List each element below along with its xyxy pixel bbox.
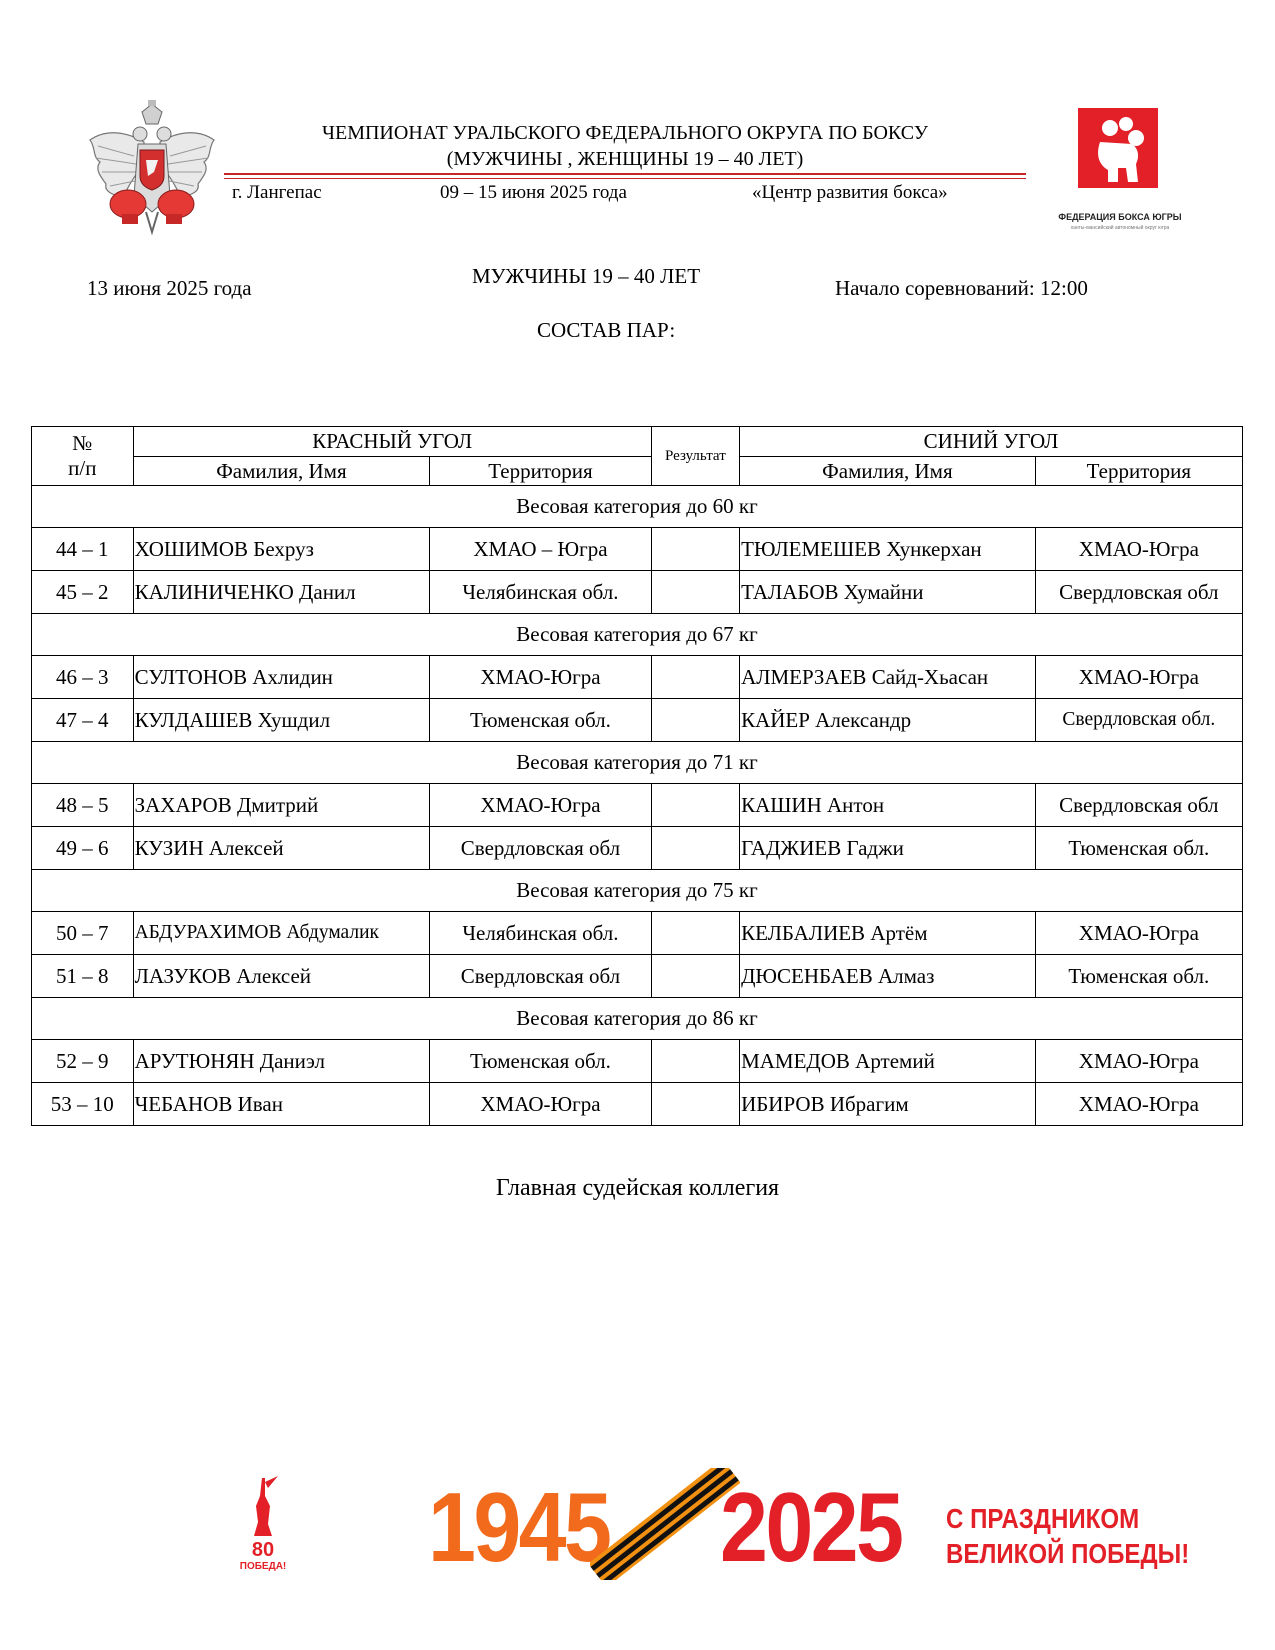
blue-boxer-territory: ХМАО-Югра [1035,1083,1242,1126]
red-boxer-name: ЧЕБАНОВ Иван [133,1083,430,1126]
bout-number: 51 – 8 [32,955,134,998]
start-time: Начало соревнований: 12:00 [835,276,1088,300]
year-1945: 1945 [428,1472,610,1582]
table-row [32,571,1243,614]
bout-number: 48 – 5 [32,784,134,827]
red-corner-header: КРАСНЫЙ УГОЛ [133,427,651,457]
blue-boxer-territory: ХМАО-Югра [1035,912,1242,955]
logo-text: ПОБЕДА! [239,1561,287,1572]
weight-category: Весовая категория до 60 кг [32,486,1243,528]
weight-category-row [32,486,1243,528]
victory-80-logo [238,1476,288,1572]
bout-number: 50 – 7 [32,912,134,955]
red-boxer-name: СУЛТОНОВ Ахлидин [133,656,430,699]
blue-boxer-name: КЕЛБАЛИЕВ Артём [740,912,1036,955]
weight-category: Весовая категория до 71 кг [32,742,1243,784]
blue-boxer-name: ИБИРОВ Ибрагим [740,1083,1036,1126]
blue-boxer-name: МАМЕДОВ Артемий [740,1040,1036,1083]
blue-boxer-territory: Свердловская обл [1035,571,1242,614]
greeting-line2: ВЕЛИКОЙ ПОБЕДЫ! [946,1538,1190,1569]
blue-boxer-name: ТЮЛЕМЕШЕВ Хункерхан [740,528,1036,571]
competition-date: 13 июня 2025 года [87,276,252,300]
column-number-label: № [72,431,93,455]
age-category: МУЖЧИНЫ 19 – 40 ЛЕТ [472,264,701,288]
red-boxer-territory: Свердловская обл [430,955,651,998]
red-boxer-territory: Челябинская обл. [430,571,651,614]
blue-boxer-name: ДЮСЕНБАЕВ Алмаз [740,955,1036,998]
column-number-sublabel: п/п [68,456,97,480]
coat-of-arms-logo [84,100,220,240]
red-boxer-territory: ХМАО – Югра [430,528,651,571]
bout-number: 53 – 10 [32,1083,134,1126]
logo-number: 80 [251,1539,275,1561]
event-city: г. Лангепас [232,182,322,203]
red-boxer-territory: Тюменская обл. [430,699,651,742]
bout-number: 46 – 3 [32,656,134,699]
blue-boxer-territory: ХМАО-Югра [1035,528,1242,571]
blue-territory-header: Территория [1035,457,1242,486]
weight-category-row [32,998,1243,1040]
table-row [32,1083,1243,1126]
table-row [32,699,1243,742]
table-header-row [32,427,1243,457]
championship-title: ЧЕМПИОНАТ УРАЛЬСКОГО ФЕДЕРАЛЬНОГО ОКРУГА ПО БОКСУ [321,122,928,144]
blue-boxer-territory: Тюменская обл. [1035,827,1242,870]
federation-name: ФЕДЕРАЦИЯ БОКСА ЮГРЫ [1058,212,1182,222]
table-row [32,656,1243,699]
event-dates: 09 – 15 июня 2025 года [440,182,627,203]
blue-name-header: Фамилия, Имя [740,457,1036,486]
blue-boxer-territory: ХМАО-Югра [1035,656,1242,699]
column-number-header [32,427,134,486]
table-row [32,827,1243,870]
red-boxer-territory: Челябинская обл. [430,912,651,955]
boxing-federation-logo [1078,108,1158,188]
bout-result [651,1040,739,1083]
blue-corner-header: СИНИЙ УГОЛ [740,427,1243,457]
bout-result [651,1083,739,1126]
weight-category-row [32,614,1243,656]
header-divider-thin [224,178,1026,179]
red-boxer-name: КУЗИН Алексей [133,827,430,870]
table-row [32,955,1243,998]
bout-result [651,784,739,827]
weight-category-row [32,870,1243,912]
blue-boxer-territory: ХМАО-Югра [1035,1040,1242,1083]
table-row [32,1040,1243,1083]
bout-result [651,528,739,571]
red-boxer-territory: ХМАО-Югра [430,656,651,699]
red-boxer-territory: Тюменская обл. [430,1040,651,1083]
red-boxer-name: КУЛДАШЕВ Хушдил [133,699,430,742]
blue-boxer-name: ТАЛАБОВ Хумайни [740,571,1036,614]
federation-subtitle: ханты-мансийский автономный округ югра [1070,225,1170,231]
red-boxer-name: ЗАХАРОВ Дмитрий [133,784,430,827]
year-2025: 2025 [720,1472,902,1582]
bout-result [651,827,739,870]
blue-boxer-territory: Свердловская обл. [1035,699,1242,742]
bout-result [651,955,739,998]
blue-boxer-territory: Свердловская обл [1035,784,1242,827]
header-divider [224,173,1026,175]
red-boxer-name: КАЛИНИЧЕНКО Данил [133,571,430,614]
red-boxer-name: АБДУРАХИМОВ Абдумалик [133,912,430,955]
blue-boxer-name: ГАДЖИЕВ Гаджи [740,827,1036,870]
bout-result [651,912,739,955]
red-territory-header: Территория [430,457,651,486]
pairs-title: СОСТАВ ПАР: [537,318,676,342]
championship-subtitle: (МУЖЧИНЫ , ЖЕНЩИНЫ 19 – 40 ЛЕТ) [446,148,804,170]
bout-number: 47 – 4 [32,699,134,742]
weight-category: Весовая категория до 67 кг [32,614,1243,656]
pairs-table [31,426,1243,1126]
table-row [32,912,1243,955]
weight-category-row [32,742,1243,784]
red-boxer-territory: ХМАО-Югра [430,1083,651,1126]
greeting-line1: С ПРАЗДНИКОМ [946,1503,1140,1534]
result-header: Результат [651,427,739,486]
table-row [32,528,1243,571]
red-boxer-territory: ХМАО-Югра [430,784,651,827]
bout-number: 52 – 9 [32,1040,134,1083]
blue-boxer-name: КАЙЕР Александр [740,699,1036,742]
red-boxer-territory: Свердловская обл [430,827,651,870]
bout-result [651,699,739,742]
bout-result [651,656,739,699]
table-row [32,784,1243,827]
red-boxer-name: АРУТЮНЯН Даниэл [133,1040,430,1083]
red-name-header: Фамилия, Имя [133,457,430,486]
red-boxer-name: ХОШИМОВ Бехруз [133,528,430,571]
table-subheader-row [32,457,1243,486]
bout-number: 49 – 6 [32,827,134,870]
chief-judges-signature: Главная судейская коллегия [495,1175,780,1201]
red-boxer-name: ЛАЗУКОВ Алексей [133,955,430,998]
blue-boxer-name: АЛМЕРЗАЕВ Сайд-Хьасан [740,656,1036,699]
st-george-ribbon-icon [590,1468,740,1580]
blue-boxer-name: КАШИН Антон [740,784,1036,827]
bout-number: 45 – 2 [32,571,134,614]
weight-category: Весовая категория до 75 кг [32,870,1243,912]
bout-number: 44 – 1 [32,528,134,571]
weight-category: Весовая категория до 86 кг [32,998,1243,1040]
event-venue: «Центр развития бокса» [752,182,948,203]
bout-result [651,571,739,614]
blue-boxer-territory: Тюменская обл. [1035,955,1242,998]
